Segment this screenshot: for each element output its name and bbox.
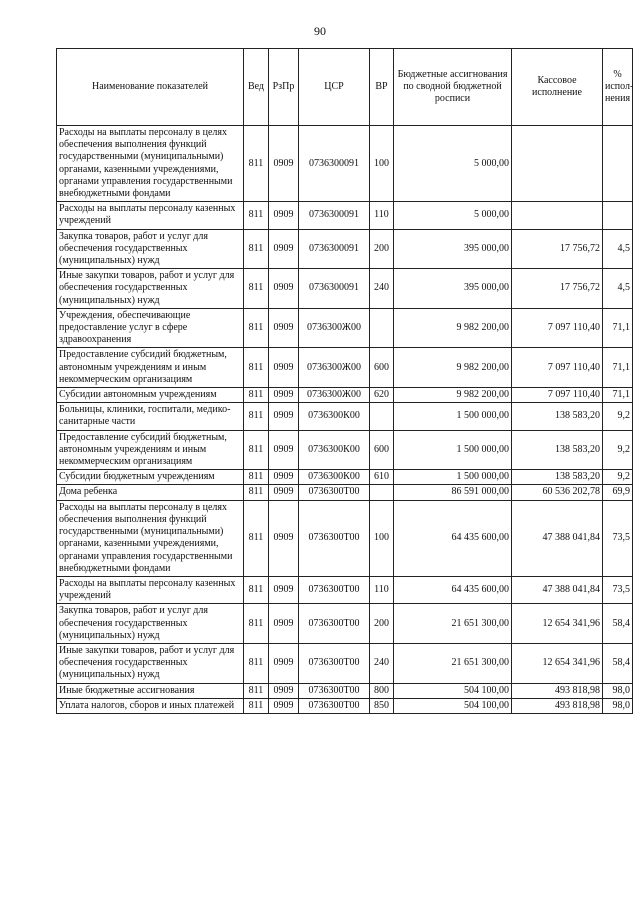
table-row [57,403,633,430]
cell-csr: 0736300091 [299,126,370,202]
cell-vr: 200 [370,229,394,269]
cell-cash: 17 756,72 [512,269,603,309]
cell-pct [603,126,633,202]
table-row [57,430,633,470]
cell-ved: 811 [244,604,269,644]
cell-vr: 600 [370,430,394,470]
cell-csr: 0736300Т00 [299,698,370,713]
cell-budget: 21 651 300,00 [394,643,512,683]
cell-pct: 73,5 [603,500,633,576]
cell-ved: 811 [244,485,269,500]
cell-cash: 12 654 341,96 [512,643,603,683]
cell-csr: 0736300Т00 [299,683,370,698]
cell-ved: 811 [244,430,269,470]
cell-ved: 811 [244,229,269,269]
cell-budget: 1 500 000,00 [394,430,512,470]
cell-budget: 395 000,00 [394,269,512,309]
cell-ved: 811 [244,500,269,576]
cell-name: Субсидии автономным учреждениям [57,388,244,403]
cell-rzpr: 0909 [269,485,299,500]
cell-name: Расходы на выплаты персоналу в целях обеспечения выполнения функций государственными (муниципальными) органами, казенными учреждениями, органами управления государственными внебюджетными фондами [57,500,244,576]
cell-name: Больницы, клиники, госпитали, медико-санитарные части [57,403,244,430]
table-row [57,269,633,309]
table-row [57,388,633,403]
table-row [57,229,633,269]
cell-csr: 0736300Ж00 [299,308,370,348]
cell-budget: 504 100,00 [394,698,512,713]
cell-ved: 811 [244,126,269,202]
cell-budget: 504 100,00 [394,683,512,698]
cell-name: Дома ребенка [57,485,244,500]
cell-rzpr: 0909 [269,403,299,430]
cell-budget: 9 982 200,00 [394,308,512,348]
cell-csr: 0736300Ж00 [299,348,370,388]
cell-csr: 0736300К00 [299,430,370,470]
cell-csr: 0736300091 [299,202,370,229]
cell-rzpr: 0909 [269,229,299,269]
table-row [57,698,633,713]
cell-ved: 811 [244,576,269,603]
cell-name: Расходы на выплаты персоналу в целях обеспечения выполнения функций государственными (муниципальными) органами, казенными учреждениями, органами управления государственными внебюджетными фондами [57,126,244,202]
cell-name: Предоставление субсидий бюджетным, автономным учреждениям и иным некоммерческим организациям [57,430,244,470]
table-body [57,126,633,714]
page-number: 90 [314,24,326,38]
header-pct: % испол-нения [603,49,633,126]
cell-pct: 98,0 [603,683,633,698]
cell-rzpr: 0909 [269,643,299,683]
header-name: Наименование показателей [57,49,244,126]
cell-pct: 9,2 [603,430,633,470]
cell-vr: 800 [370,683,394,698]
cell-cash: 17 756,72 [512,229,603,269]
cell-vr: 240 [370,269,394,309]
cell-ved: 811 [244,403,269,430]
cell-rzpr: 0909 [269,126,299,202]
cell-ved: 811 [244,202,269,229]
cell-cash: 493 818,98 [512,698,603,713]
cell-rzpr: 0909 [269,500,299,576]
cell-rzpr: 0909 [269,576,299,603]
cell-name: Закупка товаров, работ и услуг для обеспечения государственных (муниципальных) нужд [57,604,244,644]
cell-csr: 0736300Т00 [299,485,370,500]
table-row [57,202,633,229]
cell-budget: 5 000,00 [394,126,512,202]
cell-vr [370,403,394,430]
cell-budget: 5 000,00 [394,202,512,229]
budget-table [56,48,633,714]
cell-pct: 98,0 [603,698,633,713]
cell-ved: 811 [244,470,269,485]
cell-name: Иные закупки товаров, работ и услуг для обеспечения государственных (муниципальных) нужд [57,643,244,683]
cell-name: Расходы на выплаты персоналу казенных учреждений [57,576,244,603]
cell-rzpr: 0909 [269,202,299,229]
cell-pct: 58,4 [603,604,633,644]
cell-cash: 138 583,20 [512,430,603,470]
cell-pct: 4,5 [603,269,633,309]
table-row [57,485,633,500]
cell-vr: 200 [370,604,394,644]
cell-name: Предоставление субсидий бюджетным, автономным учреждениям и иным некоммерческим организациям [57,348,244,388]
cell-pct: 58,4 [603,643,633,683]
cell-cash [512,202,603,229]
table-row [57,126,633,202]
cell-pct: 4,5 [603,229,633,269]
cell-rzpr: 0909 [269,698,299,713]
cell-pct: 73,5 [603,576,633,603]
header-ved: Вед [244,49,269,126]
cell-csr: 0736300091 [299,269,370,309]
cell-csr: 0736300Т00 [299,500,370,576]
cell-pct: 71,1 [603,388,633,403]
table-row [57,604,633,644]
cell-vr: 100 [370,126,394,202]
cell-cash [512,126,603,202]
cell-csr: 0736300Т00 [299,576,370,603]
header-csr: ЦСР [299,49,370,126]
cell-ved: 811 [244,348,269,388]
cell-pct: 71,1 [603,308,633,348]
cell-vr: 110 [370,202,394,229]
cell-name: Уплата налогов, сборов и иных платежей [57,698,244,713]
cell-vr: 610 [370,470,394,485]
cell-ved: 811 [244,643,269,683]
cell-rzpr: 0909 [269,470,299,485]
cell-name: Иные закупки товаров, работ и услуг для обеспечения государственных (муниципальных) нужд [57,269,244,309]
cell-vr: 620 [370,388,394,403]
cell-cash: 138 583,20 [512,403,603,430]
table-row [57,470,633,485]
cell-name: Иные бюджетные ассигнования [57,683,244,698]
cell-rzpr: 0909 [269,388,299,403]
cell-rzpr: 0909 [269,348,299,388]
cell-vr: 100 [370,500,394,576]
cell-name: Субсидии бюджетным учреждениям [57,470,244,485]
cell-vr: 850 [370,698,394,713]
cell-cash: 47 388 041,84 [512,576,603,603]
cell-ved: 811 [244,388,269,403]
table-row [57,683,633,698]
table-row [57,500,633,576]
cell-rzpr: 0909 [269,604,299,644]
cell-cash: 7 097 110,40 [512,388,603,403]
header-rzpr: РзПр [269,49,299,126]
cell-pct: 9,2 [603,403,633,430]
cell-csr: 0736300Ж00 [299,388,370,403]
header-vr: ВР [370,49,394,126]
cell-name: Учреждения, обеспечивающие предоставление услуг в сфере здравоохранения [57,308,244,348]
header-budget: Бюджетные ассигнования по сводной бюджетной росписи [394,49,512,126]
cell-vr: 240 [370,643,394,683]
cell-rzpr: 0909 [269,430,299,470]
cell-cash: 60 536 202,78 [512,485,603,500]
cell-name: Расходы на выплаты персоналу казенных учреждений [57,202,244,229]
cell-csr: 0736300Т00 [299,604,370,644]
cell-csr: 0736300091 [299,229,370,269]
header-cash: Кассовое исполнение [512,49,603,126]
cell-cash: 7 097 110,40 [512,308,603,348]
table-row [57,576,633,603]
cell-rzpr: 0909 [269,683,299,698]
cell-csr: 0736300Т00 [299,643,370,683]
cell-ved: 811 [244,683,269,698]
cell-ved: 811 [244,269,269,309]
table-row [57,643,633,683]
cell-pct [603,202,633,229]
cell-cash: 12 654 341,96 [512,604,603,644]
cell-budget: 9 982 200,00 [394,388,512,403]
cell-cash: 138 583,20 [512,470,603,485]
cell-budget: 86 591 000,00 [394,485,512,500]
cell-name: Закупка товаров, работ и услуг для обеспечения государственных (муниципальных) нужд [57,229,244,269]
cell-budget: 1 500 000,00 [394,470,512,485]
cell-rzpr: 0909 [269,308,299,348]
cell-vr: 600 [370,348,394,388]
cell-budget: 395 000,00 [394,229,512,269]
cell-csr: 0736300К00 [299,470,370,485]
cell-vr [370,485,394,500]
cell-budget: 64 435 600,00 [394,576,512,603]
cell-budget: 21 651 300,00 [394,604,512,644]
header-row [57,49,633,126]
cell-cash: 493 818,98 [512,683,603,698]
cell-budget: 64 435 600,00 [394,500,512,576]
cell-csr: 0736300К00 [299,403,370,430]
table-row [57,308,633,348]
cell-ved: 811 [244,308,269,348]
cell-ved: 811 [244,698,269,713]
table-row [57,348,633,388]
cell-pct: 71,1 [603,348,633,388]
cell-vr [370,308,394,348]
cell-vr: 110 [370,576,394,603]
cell-rzpr: 0909 [269,269,299,309]
cell-pct: 69,9 [603,485,633,500]
cell-cash: 47 388 041,84 [512,500,603,576]
cell-budget: 1 500 000,00 [394,403,512,430]
cell-cash: 7 097 110,40 [512,348,603,388]
cell-pct: 9,2 [603,470,633,485]
cell-budget: 9 982 200,00 [394,348,512,388]
